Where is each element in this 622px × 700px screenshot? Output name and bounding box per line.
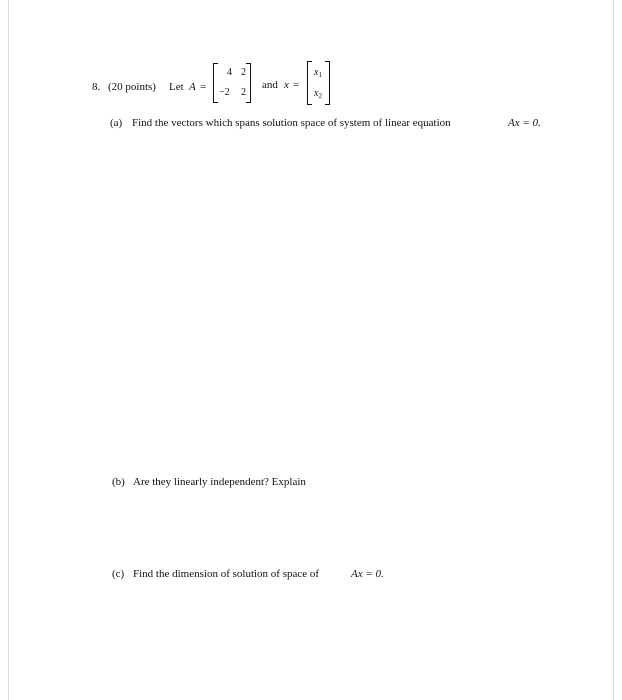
part-c-label: (c) (112, 568, 125, 580)
matrix-a-left-bracket (213, 63, 218, 103)
part-b-text: Are they linearly independent? Explain (133, 476, 306, 488)
vector-x-entry-1: $x_1$ (314, 67, 322, 79)
part-a-text: Find the vectors which spans solution space of system of linear equation (132, 117, 451, 129)
matrix-a-cell-21: −2 (219, 87, 230, 98)
vector-x-symbol: x (284, 79, 289, 91)
vector-x-left-bracket (307, 61, 312, 105)
matrix-a-cell-22: 2 (241, 87, 246, 98)
document-page (8, 0, 614, 700)
matrix-a-cell-12: 2 (241, 67, 246, 78)
vector-x-right-bracket (325, 61, 330, 105)
vector-x-equals: = (293, 79, 300, 91)
let-text: Let (169, 81, 184, 93)
vector-x-entry-2: $x_2$ (314, 88, 322, 100)
matrix-a-cell-11: 4 (227, 67, 232, 78)
matrix-a-equals: = (200, 81, 207, 93)
part-c-text: Find the dimension of solution of space of (133, 568, 320, 580)
part-c-equation: Ax = 0. (351, 568, 384, 580)
part-a-equation: Ax = 0. (508, 117, 541, 129)
question-points: (20 points) (108, 81, 156, 93)
and-text: and (262, 79, 278, 91)
part-b-label: (b) (112, 476, 125, 488)
question-number: 8. (92, 81, 101, 93)
matrix-a-right-bracket (246, 63, 251, 103)
matrix-a-symbol: A (189, 81, 196, 93)
part-a-label: (a) (110, 117, 123, 129)
